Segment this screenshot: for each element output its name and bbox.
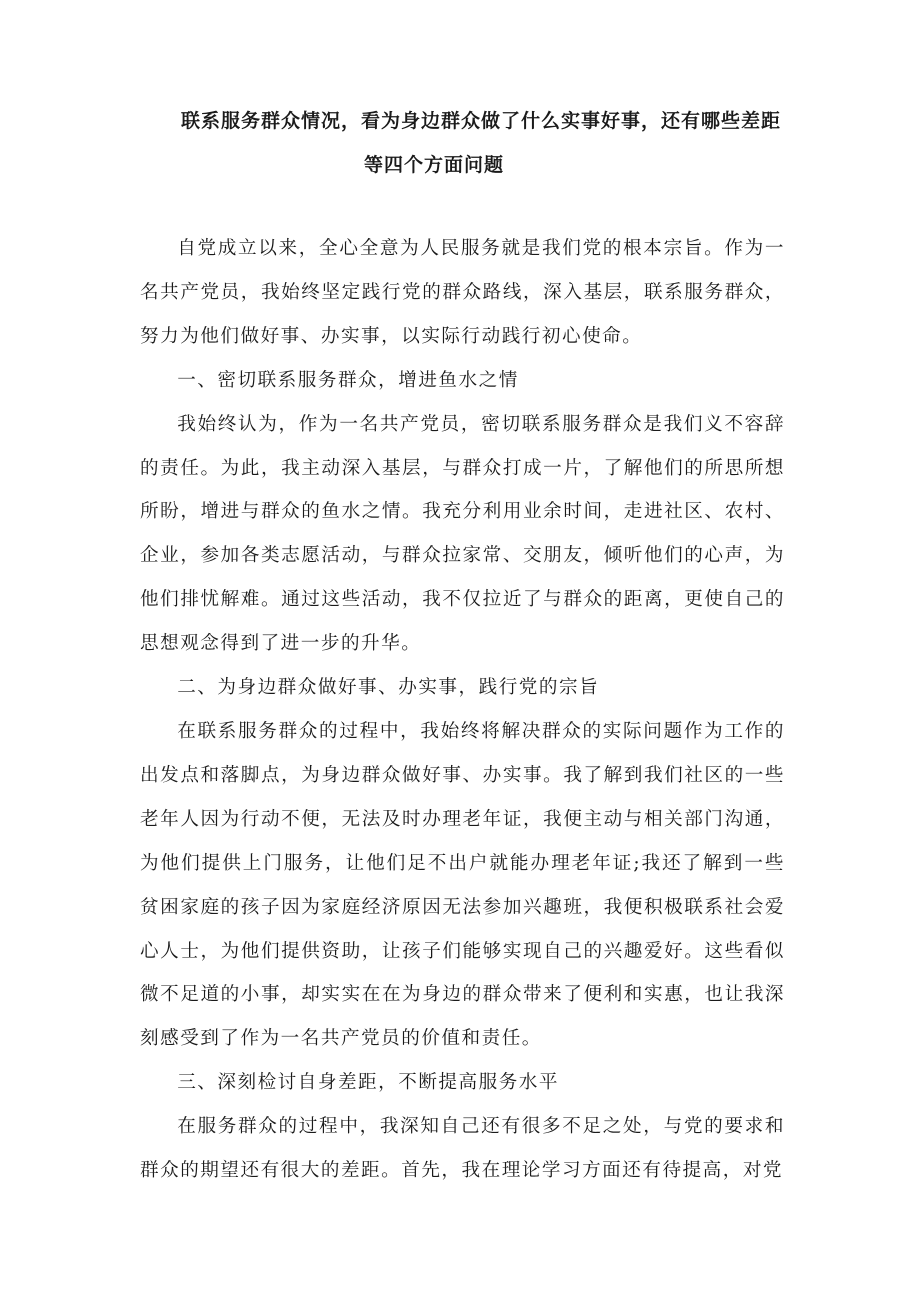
paragraph-intro: 自党成立以来，全心全意为人民服务就是我们党的根本宗旨。作为一名共产党员，我始终坚定践行党的群众路线，深入基层，联系服务群众，努力为他们做好事、办实事，以实际行动践行初心使命。 (140, 238, 785, 347)
document-body (140, 227, 785, 1193)
paragraph-section-2: 在联系服务群众的过程中，我始终将解决群众的实际问题作为工作的出发点和落脚点，为身边群众做好事、办实事。我了解到我们社区的一些老年人因为行动不便，无法及时办理老年证，我便主动与相关部门沟通，为他们提供上门服务，让他们足不出户就能办理老年证;我还了解到一些贫困家庭的孩子因为家庭经济原因无法参加兴趣班，我便积极联系社会爱心人士，为他们提供资助，让孩子们能够实现自己的兴趣爱好。这些看似微不足道的小事，却实实在在为身边的群众带来了便利和实惠，也让我深刻感受到了作为一名共产党员的价值和责任。 (140, 720, 785, 1050)
document-title-line-1: 联系服务群众情况，看为身边群众做了什么实事好事，还有哪些差距 (181, 110, 782, 132)
paragraph-section-1: 我始终认为，作为一名共产党员，密切联系服务群众是我们义不容辞的责任。为此，我主动深入基层，与群众打成一片，了解他们的所思所想所盼，增进与群众的鱼水之情。我充分利用业余时间，走进社区、农村、企业，参加各类志愿活动，与群众拉家常、交朋友，倾听他们的心声，为他们排忧解难。通过这些活动，我不仅拉近了与群众的距离，更使自己的思想观念得到了进一步的升华。 (140, 413, 785, 655)
section-heading-1: 一、密切联系服务群众，增进鱼水之情 (177, 369, 519, 391)
paragraph-section-3: 在服务群众的过程中，我深知自己还有很多不足之处，与党的要求和群众的期望还有很大的差距。首先，我在理论学习方面还有待提高，对党 (140, 1116, 785, 1182)
document-title-line-2: 等四个方面问题 (364, 154, 505, 176)
section-heading-2: 二、为身边群众做好事、办实事，践行党的宗旨 (177, 677, 600, 699)
section-heading-3: 三、深刻检讨自身差距，不断提高服务水平 (177, 1072, 559, 1094)
